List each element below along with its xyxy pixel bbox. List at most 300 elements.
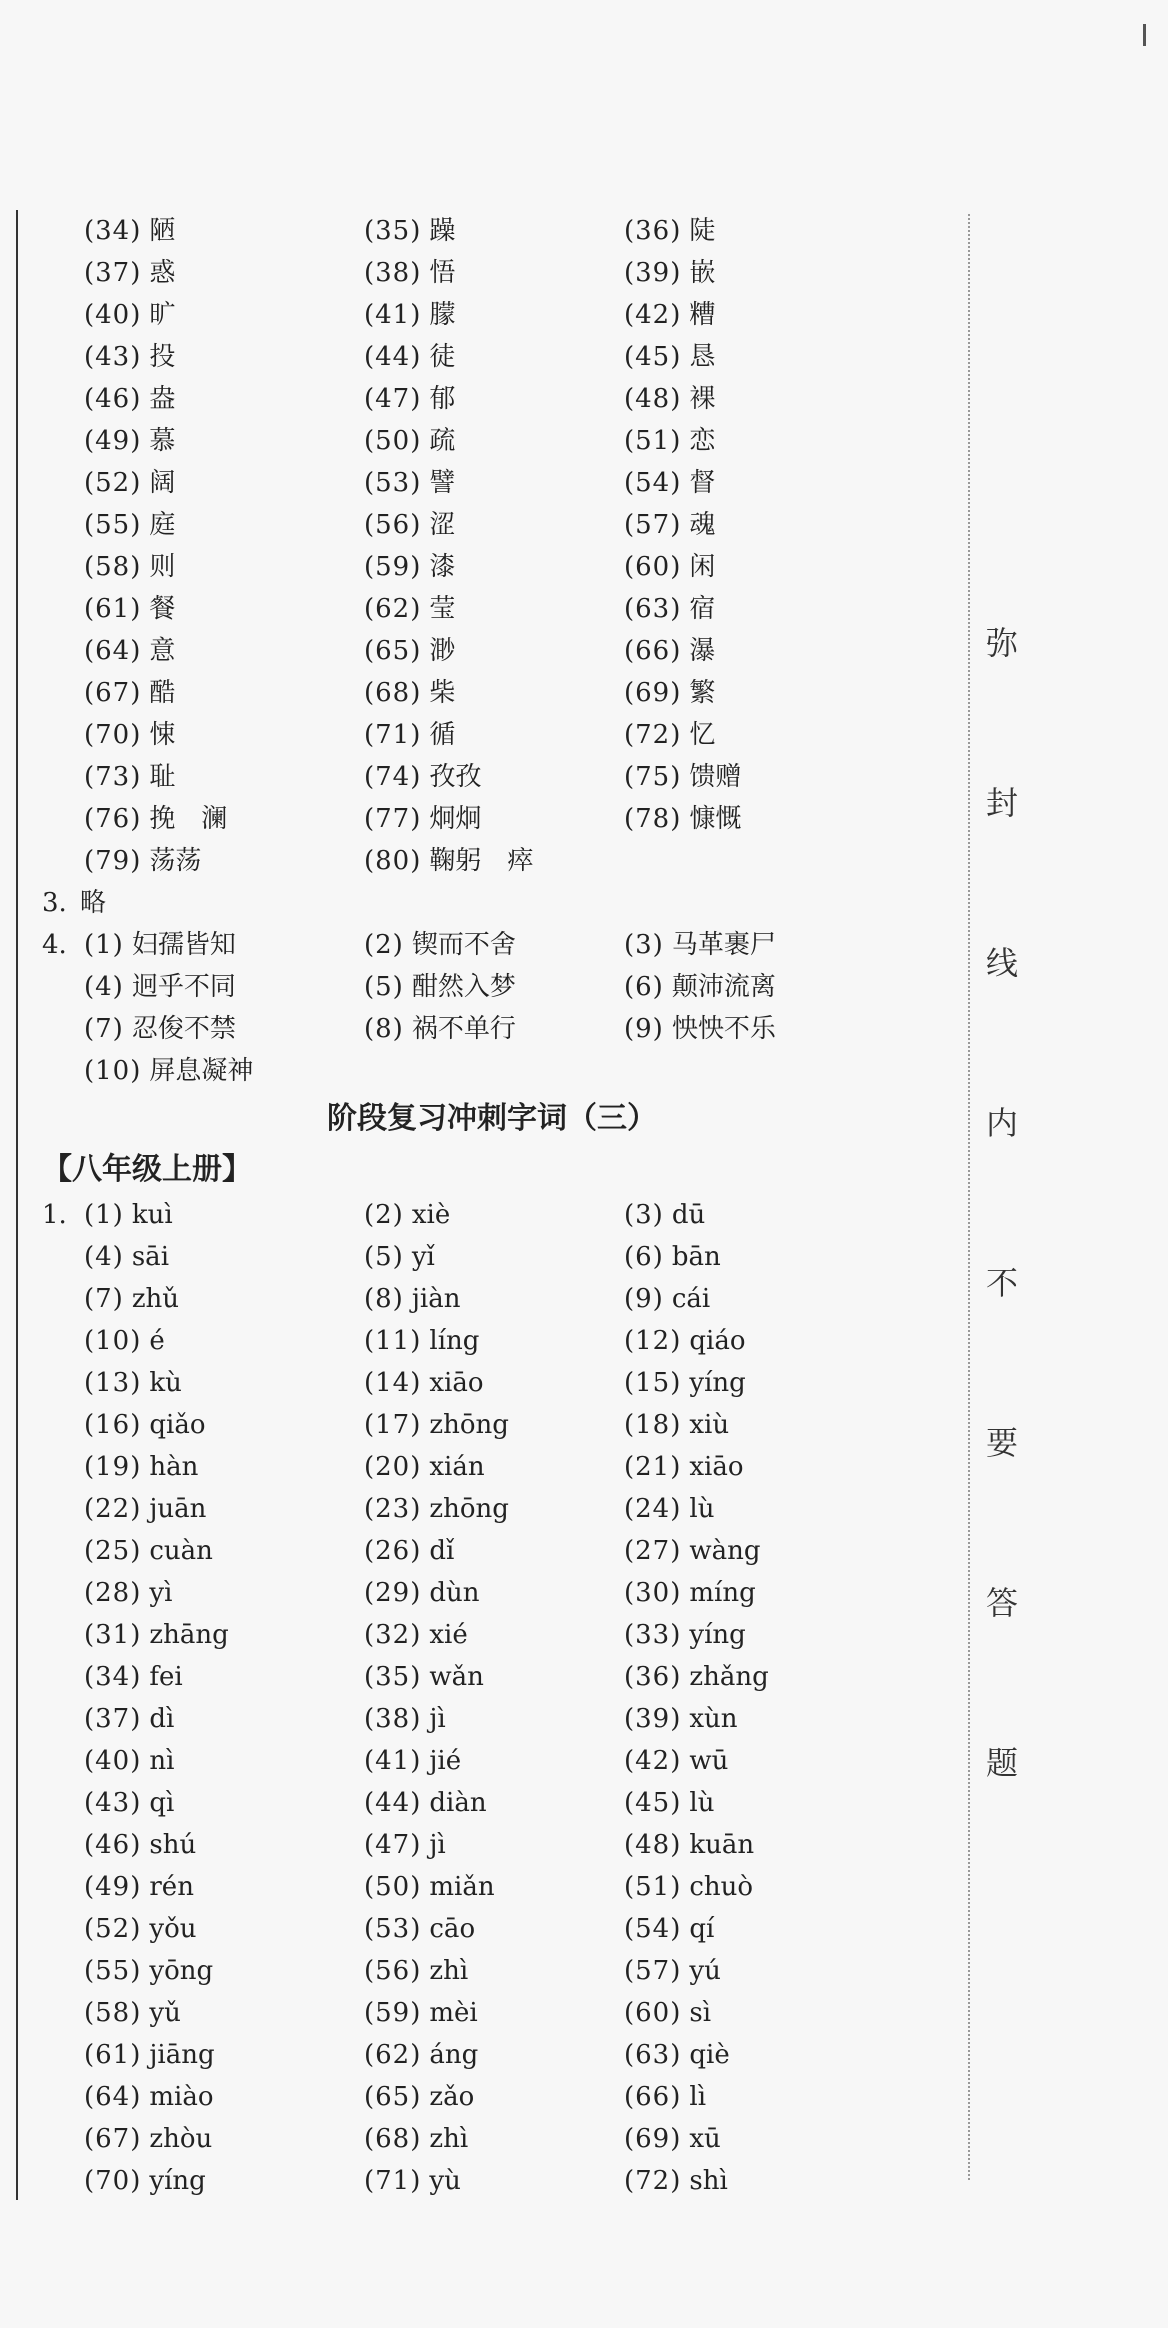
answer-content bbox=[42, 210, 942, 2202]
item-answer: cái bbox=[671, 1284, 711, 1314]
item-number: (20) bbox=[364, 1452, 422, 1482]
answer-item bbox=[84, 294, 175, 336]
seal-notice-char: 题 bbox=[985, 1744, 1018, 1782]
item-answer: 庭 bbox=[149, 510, 176, 540]
answer-item bbox=[84, 1530, 213, 1572]
answer-item bbox=[624, 1782, 714, 1824]
answer-item bbox=[364, 672, 455, 714]
item-number: (4) bbox=[84, 1242, 124, 1272]
answer-item bbox=[624, 714, 715, 756]
item-answer: 妇孺皆知 bbox=[131, 930, 236, 960]
item-answer: hàn bbox=[149, 1452, 199, 1482]
answer-item bbox=[364, 924, 516, 966]
answer-item bbox=[84, 1950, 213, 1992]
item-answer: 恋 bbox=[689, 426, 716, 456]
answer-item bbox=[364, 1824, 446, 1866]
item-answer: kuì bbox=[131, 1200, 173, 1230]
item-number: (43) bbox=[84, 1788, 142, 1818]
answer-item bbox=[84, 630, 175, 672]
item-number: (49) bbox=[84, 1872, 142, 1902]
item-answer: yú bbox=[689, 1956, 721, 1986]
item-3-text: 略 bbox=[80, 888, 107, 918]
item-number: (13) bbox=[84, 1368, 142, 1398]
answer-item bbox=[84, 1656, 183, 1698]
item-number: (35) bbox=[364, 216, 422, 246]
item-answer: dū bbox=[671, 1200, 706, 1230]
item-number: (1) bbox=[84, 1200, 124, 1230]
item-number: (47) bbox=[364, 1830, 422, 1860]
item-answer: chuò bbox=[689, 1872, 754, 1902]
answer-item bbox=[364, 1404, 509, 1446]
item-answer: zǎo bbox=[429, 2082, 475, 2112]
part1-answer-list bbox=[42, 210, 942, 882]
item-number: (5) bbox=[364, 1242, 404, 1272]
item-number: (51) bbox=[624, 426, 682, 456]
answer-item bbox=[84, 1194, 173, 1236]
seal-notice-char: 要 bbox=[985, 1424, 1018, 1462]
answer-row bbox=[42, 1404, 942, 1446]
item-number: (68) bbox=[364, 678, 422, 708]
answer-item bbox=[84, 1572, 172, 1614]
item-number: (27) bbox=[624, 1536, 682, 1566]
grade-subheading: 【八年级上册】 bbox=[42, 1152, 252, 1187]
item-number: (34) bbox=[84, 216, 142, 246]
left-margin-rule bbox=[16, 210, 18, 2200]
answer-item bbox=[624, 630, 715, 672]
item-number: (21) bbox=[624, 1452, 682, 1482]
answer-item bbox=[84, 1050, 253, 1092]
item-number: (66) bbox=[624, 2082, 682, 2112]
answer-row bbox=[42, 546, 942, 588]
item-answer: 譬 bbox=[429, 468, 456, 498]
item-answer: 陋 bbox=[149, 216, 176, 246]
answer-item bbox=[624, 2076, 706, 2118]
answer-item bbox=[624, 966, 776, 1008]
item-answer: 馈赠 bbox=[689, 762, 742, 792]
item-number: (49) bbox=[84, 426, 142, 456]
item-number: (70) bbox=[84, 2166, 142, 2196]
item-number: (44) bbox=[364, 342, 422, 372]
answer-item bbox=[84, 840, 201, 882]
answer-row bbox=[42, 1614, 942, 1656]
item-number: (4) bbox=[84, 972, 124, 1002]
item-number: (31) bbox=[84, 1620, 142, 1650]
item-answer: kuān bbox=[689, 1830, 755, 1860]
answer-item bbox=[364, 504, 455, 546]
item-number: (42) bbox=[624, 1746, 682, 1776]
item-number: (55) bbox=[84, 510, 142, 540]
answer-item bbox=[84, 1614, 229, 1656]
answer-item bbox=[84, 1446, 198, 1488]
answer-item bbox=[84, 1320, 165, 1362]
seal-notice-char: 线 bbox=[985, 944, 1018, 982]
answer-row bbox=[42, 1194, 942, 1236]
answer-item bbox=[84, 462, 175, 504]
item-number: (46) bbox=[84, 1830, 142, 1860]
answer-item bbox=[624, 504, 715, 546]
item-answer: yù bbox=[429, 2166, 461, 2196]
item-answer: dùn bbox=[429, 1578, 480, 1608]
item-answer: yǐ bbox=[411, 1242, 435, 1272]
answer-row bbox=[42, 1656, 942, 1698]
answer-item bbox=[624, 1908, 714, 1950]
item-number: (56) bbox=[364, 1956, 422, 1986]
item-answer: xié bbox=[429, 1620, 468, 1650]
item-number: (3) bbox=[624, 1200, 664, 1230]
item-answer: jì bbox=[429, 1830, 446, 1860]
item-answer: 瀑 bbox=[689, 636, 716, 666]
item-answer: 鞠躬 瘁 bbox=[429, 846, 534, 876]
item-answer: 朦 bbox=[429, 300, 456, 330]
answer-row bbox=[42, 252, 942, 294]
answer-item bbox=[84, 210, 175, 252]
item-answer: 阔 bbox=[149, 468, 176, 498]
answer-item bbox=[364, 1320, 479, 1362]
item-number: (22) bbox=[84, 1494, 142, 1524]
answer-row bbox=[42, 462, 942, 504]
item-number: (45) bbox=[624, 342, 682, 372]
item-answer: wàng bbox=[689, 1536, 761, 1566]
item-answer: miào bbox=[149, 2082, 214, 2112]
item-answer: 颠沛流离 bbox=[671, 972, 776, 1002]
item-number: (37) bbox=[84, 258, 142, 288]
answer-row bbox=[42, 840, 942, 882]
item-answer: zhì bbox=[429, 1956, 469, 1986]
answer-item bbox=[84, 798, 227, 840]
item-answer: qí bbox=[689, 1914, 715, 1944]
answer-item bbox=[84, 2034, 215, 2076]
item-answer: 炯炯 bbox=[429, 804, 482, 834]
answer-item bbox=[84, 2076, 214, 2118]
answer-row bbox=[42, 1782, 942, 1824]
answer-row bbox=[42, 966, 942, 1008]
answer-item bbox=[364, 1614, 468, 1656]
answer-item bbox=[364, 1740, 461, 1782]
item-answer: é bbox=[149, 1326, 165, 1356]
item-number: (65) bbox=[364, 636, 422, 666]
item-number: (47) bbox=[364, 384, 422, 414]
item-answer: qì bbox=[149, 1788, 175, 1818]
item-number: (75) bbox=[624, 762, 682, 792]
item-answer: zhǔ bbox=[131, 1284, 180, 1314]
item-number: (6) bbox=[624, 972, 664, 1002]
item-answer: jì bbox=[429, 1704, 446, 1734]
answer-item bbox=[624, 546, 715, 588]
answer-item bbox=[84, 1740, 174, 1782]
answer-row bbox=[42, 714, 942, 756]
answer-item bbox=[624, 1656, 769, 1698]
item-number: (34) bbox=[84, 1662, 142, 1692]
item-answer: 则 bbox=[149, 552, 176, 582]
item-answer: 恳 bbox=[689, 342, 716, 372]
item-number: (18) bbox=[624, 1410, 682, 1440]
item-answer: líng bbox=[429, 1326, 480, 1356]
answer-item bbox=[364, 1782, 487, 1824]
item-answer: 涩 bbox=[429, 510, 456, 540]
item-number: (35) bbox=[364, 1662, 422, 1692]
seal-notice-char: 不 bbox=[985, 1264, 1018, 1302]
answer-row bbox=[42, 1824, 942, 1866]
item-answer: zhǎng bbox=[689, 1662, 769, 1692]
answer-row bbox=[42, 1320, 942, 1362]
answer-item bbox=[624, 1698, 738, 1740]
item-number: (38) bbox=[364, 258, 422, 288]
item-number: (74) bbox=[364, 762, 422, 792]
item-answer: yíng bbox=[689, 1368, 746, 1398]
answer-item bbox=[364, 252, 455, 294]
item-answer: dǐ bbox=[429, 1536, 455, 1566]
item-answer: 怏怏不乐 bbox=[671, 1014, 776, 1044]
answer-item bbox=[364, 336, 455, 378]
item-number: (14) bbox=[364, 1368, 422, 1398]
item-number: (16) bbox=[84, 1410, 142, 1440]
item-answer: 祸不单行 bbox=[411, 1014, 516, 1044]
item-answer: lì bbox=[689, 2082, 707, 2112]
item-number: (41) bbox=[364, 300, 422, 330]
answer-item bbox=[84, 420, 175, 462]
answer-item bbox=[84, 1866, 194, 1908]
seal-notice-char: 封 bbox=[985, 784, 1018, 822]
item-number: (61) bbox=[84, 2040, 142, 2070]
item-number: (12) bbox=[624, 1326, 682, 1356]
answer-item bbox=[84, 672, 175, 714]
item-number: (50) bbox=[364, 426, 422, 456]
item-number: (5) bbox=[364, 972, 404, 1002]
item-1-answer-list bbox=[42, 1194, 942, 2202]
answer-item bbox=[624, 1320, 746, 1362]
item-answer: 旷 bbox=[149, 300, 176, 330]
item-number: (53) bbox=[364, 468, 422, 498]
answer-item bbox=[364, 1446, 485, 1488]
item-number: (69) bbox=[624, 678, 682, 708]
item-number: (68) bbox=[364, 2124, 422, 2154]
item-number: (77) bbox=[364, 804, 422, 834]
answer-row bbox=[42, 1992, 942, 2034]
item-4-answer-list bbox=[42, 924, 942, 1092]
answer-item bbox=[84, 1404, 206, 1446]
item-answer: 意 bbox=[149, 636, 176, 666]
answer-item bbox=[624, 294, 715, 336]
item-answer: wū bbox=[689, 1746, 729, 1776]
answer-item bbox=[364, 1698, 446, 1740]
item-answer: 糟 bbox=[689, 300, 716, 330]
item-answer: yíng bbox=[689, 1620, 746, 1650]
answer-row bbox=[42, 294, 942, 336]
answer-item bbox=[364, 462, 455, 504]
answer-item bbox=[624, 462, 715, 504]
answer-item bbox=[364, 2118, 468, 2160]
answer-item bbox=[364, 378, 455, 420]
item-answer: zhòu bbox=[149, 2124, 213, 2154]
item-number: (3) bbox=[624, 930, 664, 960]
answer-row bbox=[42, 1572, 942, 1614]
item-answer: 荡荡 bbox=[149, 846, 202, 876]
item-number: (64) bbox=[84, 636, 142, 666]
item-number: (36) bbox=[624, 216, 682, 246]
item-number: (40) bbox=[84, 300, 142, 330]
item-number: (66) bbox=[624, 636, 682, 666]
answer-row bbox=[42, 798, 942, 840]
item-answer: 悚 bbox=[149, 720, 176, 750]
item-number: (37) bbox=[84, 1704, 142, 1734]
answer-row bbox=[42, 1008, 942, 1050]
item-answer: wǎn bbox=[429, 1662, 484, 1692]
answer-item bbox=[624, 336, 715, 378]
item-answer: 投 bbox=[149, 342, 176, 372]
answer-item bbox=[364, 1656, 484, 1698]
answer-row bbox=[42, 1446, 942, 1488]
answer-row bbox=[42, 210, 942, 252]
answer-row bbox=[42, 1950, 942, 1992]
item-answer: sì bbox=[689, 1998, 712, 2028]
item-answer: 莹 bbox=[429, 594, 456, 624]
item-number: (57) bbox=[624, 1956, 682, 1986]
item-answer: yǒu bbox=[149, 1914, 197, 1944]
answer-item bbox=[624, 672, 715, 714]
item-number: (62) bbox=[364, 594, 422, 624]
item-number: (67) bbox=[84, 2124, 142, 2154]
answer-item bbox=[364, 1362, 484, 1404]
answer-item bbox=[84, 588, 175, 630]
item-number: (61) bbox=[84, 594, 142, 624]
answer-row bbox=[42, 1050, 942, 1092]
item-answer: kù bbox=[149, 1368, 182, 1398]
answer-row bbox=[42, 630, 942, 672]
item-answer: 酣然入梦 bbox=[411, 972, 516, 1002]
answer-item bbox=[84, 2160, 206, 2202]
answer-row bbox=[42, 756, 942, 798]
item-number: (63) bbox=[624, 594, 682, 624]
answer-item bbox=[624, 798, 741, 840]
item-answer: 悟 bbox=[429, 258, 456, 288]
answer-item bbox=[624, 1194, 705, 1236]
item-number: (58) bbox=[84, 1998, 142, 2028]
item-answer: 迥乎不同 bbox=[131, 972, 236, 1002]
item-answer: 酷 bbox=[149, 678, 176, 708]
answer-item bbox=[84, 336, 175, 378]
answer-row bbox=[42, 2160, 942, 2202]
item-answer: xùn bbox=[689, 1704, 738, 1734]
item-answer: 裸 bbox=[689, 384, 716, 414]
item-answer: 躁 bbox=[429, 216, 456, 246]
answer-item bbox=[364, 2034, 478, 2076]
item-answer: rén bbox=[149, 1872, 194, 1902]
item-answer: yǔ bbox=[149, 1998, 181, 2028]
answer-item bbox=[364, 1572, 480, 1614]
question-number: 1. bbox=[42, 1200, 67, 1230]
item-answer: mèi bbox=[429, 1998, 478, 2028]
answer-item bbox=[624, 1824, 754, 1866]
answer-item bbox=[364, 1530, 454, 1572]
item-answer: cāo bbox=[429, 1914, 476, 1944]
answer-item bbox=[624, 1008, 776, 1050]
item-number: (29) bbox=[364, 1578, 422, 1608]
item-number: (67) bbox=[84, 678, 142, 708]
item-answer: 闲 bbox=[689, 552, 716, 582]
item-number: (11) bbox=[364, 1326, 422, 1356]
item-answer: 慷慨 bbox=[689, 804, 742, 834]
item-answer: 繁 bbox=[689, 678, 716, 708]
answer-item bbox=[364, 294, 455, 336]
item-answer: xiè bbox=[411, 1200, 451, 1230]
answer-item bbox=[624, 2118, 721, 2160]
answer-item bbox=[84, 1488, 206, 1530]
item-number: (71) bbox=[364, 720, 422, 750]
answer-item bbox=[624, 924, 776, 966]
item-number: (44) bbox=[364, 1788, 422, 1818]
item-answer: nì bbox=[149, 1746, 175, 1776]
item-answer: miǎn bbox=[429, 1872, 495, 1902]
answer-item bbox=[84, 714, 175, 756]
item-number: (70) bbox=[84, 720, 142, 750]
item-answer: yíng bbox=[149, 2166, 206, 2196]
answer-row bbox=[42, 1698, 942, 1740]
item-number: (59) bbox=[364, 1998, 422, 2028]
item-number: (15) bbox=[624, 1368, 682, 1398]
answer-item bbox=[364, 210, 455, 252]
answer-item bbox=[84, 1824, 196, 1866]
answer-item bbox=[364, 1194, 450, 1236]
item-answer: 徒 bbox=[429, 342, 456, 372]
item-answer: xiù bbox=[689, 1410, 730, 1440]
item-answer: dì bbox=[149, 1704, 175, 1734]
item-number: (48) bbox=[624, 1830, 682, 1860]
answer-item bbox=[364, 1008, 516, 1050]
item-answer: 督 bbox=[689, 468, 716, 498]
item-number: (65) bbox=[364, 2082, 422, 2112]
answer-item bbox=[84, 2118, 212, 2160]
item-answer: qiè bbox=[689, 2040, 730, 2070]
answer-row bbox=[42, 1362, 942, 1404]
answer-row bbox=[42, 1866, 942, 1908]
item-answer: yōng bbox=[149, 1956, 214, 1986]
answer-item bbox=[624, 1362, 746, 1404]
item-number: (58) bbox=[84, 552, 142, 582]
question-number: 4. bbox=[42, 930, 67, 960]
answer-item bbox=[624, 1992, 711, 2034]
answer-row bbox=[42, 672, 942, 714]
seal-notice-char: 答 bbox=[985, 1584, 1018, 1622]
item-number: (79) bbox=[84, 846, 142, 876]
answer-item bbox=[364, 2160, 461, 2202]
item-number: (8) bbox=[364, 1014, 404, 1044]
item-answer: míng bbox=[689, 1578, 756, 1608]
item-number: (9) bbox=[624, 1014, 664, 1044]
item-number: (39) bbox=[624, 258, 682, 288]
item-number: (73) bbox=[84, 762, 142, 792]
answer-item bbox=[624, 1404, 729, 1446]
item-answer: 马革裹尸 bbox=[671, 930, 776, 960]
answer-item bbox=[364, 1908, 475, 1950]
item-3 bbox=[42, 882, 942, 924]
answer-item bbox=[364, 588, 455, 630]
item-answer: jiàn bbox=[411, 1284, 461, 1314]
item-number: (24) bbox=[624, 1494, 682, 1524]
item-answer: zhì bbox=[429, 2124, 469, 2154]
item-answer: shì bbox=[689, 2166, 728, 2196]
item-number: (62) bbox=[364, 2040, 422, 2070]
item-number: (2) bbox=[364, 930, 404, 960]
answer-item bbox=[364, 420, 455, 462]
answer-row bbox=[42, 336, 942, 378]
item-number: (64) bbox=[84, 2082, 142, 2112]
answer-item bbox=[624, 1488, 714, 1530]
item-number: (8) bbox=[364, 1284, 404, 1314]
item-number: (50) bbox=[364, 1872, 422, 1902]
item-number: (28) bbox=[84, 1578, 142, 1608]
item-answer: zhōng bbox=[429, 1494, 509, 1524]
item-number: (17) bbox=[364, 1410, 422, 1440]
